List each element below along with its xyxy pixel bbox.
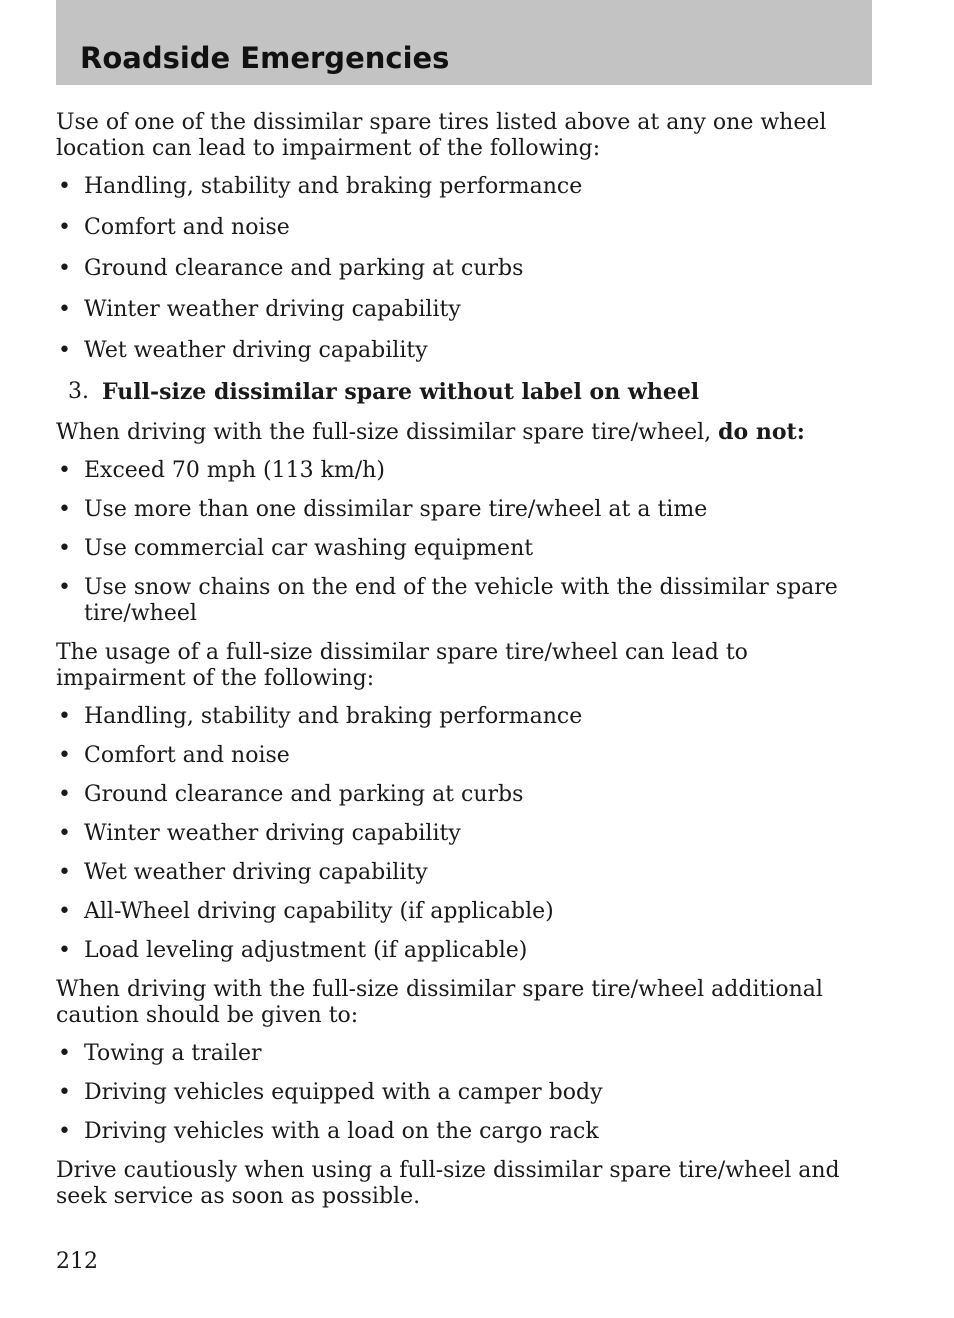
impairment-list-2 xyxy=(56,704,856,964)
list-item: • Driving vehicles equipped with a camper body xyxy=(58,1080,603,1105)
list-item: • Winter weather driving capability xyxy=(58,297,461,322)
caution-list xyxy=(56,1041,856,1145)
bullet-icon: • xyxy=(58,536,71,561)
section-3-title: Full-size dissimilar spare without label on wheel xyxy=(102,379,700,405)
usage-paragraph: The usage of a full-size dissimilar spare tire/wheel can lead to impairment of the following: xyxy=(56,640,748,691)
do-not-list xyxy=(56,458,856,627)
bullet-icon: • xyxy=(58,743,71,768)
list-item: • Ground clearance and parking at curbs xyxy=(58,256,524,281)
bullet-icon: • xyxy=(58,215,71,240)
closing-paragraph: Drive cautiously when using a full-size dissimilar spare tire/wheel and seek service as soon as possible. xyxy=(56,1158,840,1209)
bullet-icon: • xyxy=(58,938,71,963)
bullet-icon: • xyxy=(58,174,71,199)
bullet-icon: • xyxy=(58,899,71,924)
bullet-icon: • xyxy=(58,256,71,281)
list-item: • Comfort and noise xyxy=(58,215,290,240)
list-item: • Comfort and noise xyxy=(58,743,290,768)
list-item: • Use more than one dissimilar spare tire/wheel at a time xyxy=(58,497,708,522)
list-item: • Load leveling adjustment (if applicable) xyxy=(58,938,528,963)
list-item: • Ground clearance and parking at curbs xyxy=(58,782,524,807)
list-item: • Use snow chains on the end of the vehicle with the dissimilar spare tire/wheel xyxy=(58,575,838,626)
bullet-icon: • xyxy=(58,1041,71,1066)
list-item: • Winter weather driving capability xyxy=(58,821,461,846)
bullet-icon: • xyxy=(58,338,71,363)
section-header-band xyxy=(56,0,872,85)
bullet-icon: • xyxy=(58,860,71,885)
list-item: • Handling, stability and braking performance xyxy=(58,174,583,199)
page-number: 212 xyxy=(56,1249,98,1274)
do-not-paragraph: When driving with the full-size dissimilar spare tire/wheel, do not: xyxy=(56,419,805,445)
caution-paragraph: When driving with the full-size dissimilar spare tire/wheel additional caution should be given to: xyxy=(56,977,823,1028)
bullet-icon: • xyxy=(58,704,71,729)
list-item: • Use commercial car washing equipment xyxy=(58,536,534,561)
list-item: • Wet weather driving capability xyxy=(58,860,428,885)
bullet-icon: • xyxy=(58,458,71,483)
bullet-icon: • xyxy=(58,782,71,807)
impairment-list-1 xyxy=(56,174,856,364)
bullet-icon: • xyxy=(58,1080,71,1105)
list-item: • Exceed 70 mph (113 km/h) xyxy=(58,458,385,483)
list-item: • All-Wheel driving capability (if applicable) xyxy=(58,899,554,924)
bullet-icon: • xyxy=(58,575,71,600)
bullet-icon: • xyxy=(58,297,71,322)
bullet-icon: • xyxy=(58,1119,71,1144)
manual-page-content xyxy=(56,110,856,1222)
bullet-icon: • xyxy=(58,821,71,846)
list-item: • Towing a trailer xyxy=(58,1041,262,1066)
do-not-emphasis: do not: xyxy=(718,419,805,445)
bullet-icon: • xyxy=(58,497,71,522)
list-item: • Handling, stability and braking performance xyxy=(58,704,583,729)
list-item: • Wet weather driving capability xyxy=(58,338,428,363)
section-number: 3. xyxy=(68,379,89,404)
list-item: • Driving vehicles with a load on the cargo rack xyxy=(58,1119,599,1144)
section-3-heading xyxy=(56,379,856,405)
section-title: Roadside Emergencies xyxy=(80,41,450,75)
intro-paragraph: Use of one of the dissimilar spare tires listed above at any one wheel location can lead to impairment of the following: xyxy=(56,110,827,161)
